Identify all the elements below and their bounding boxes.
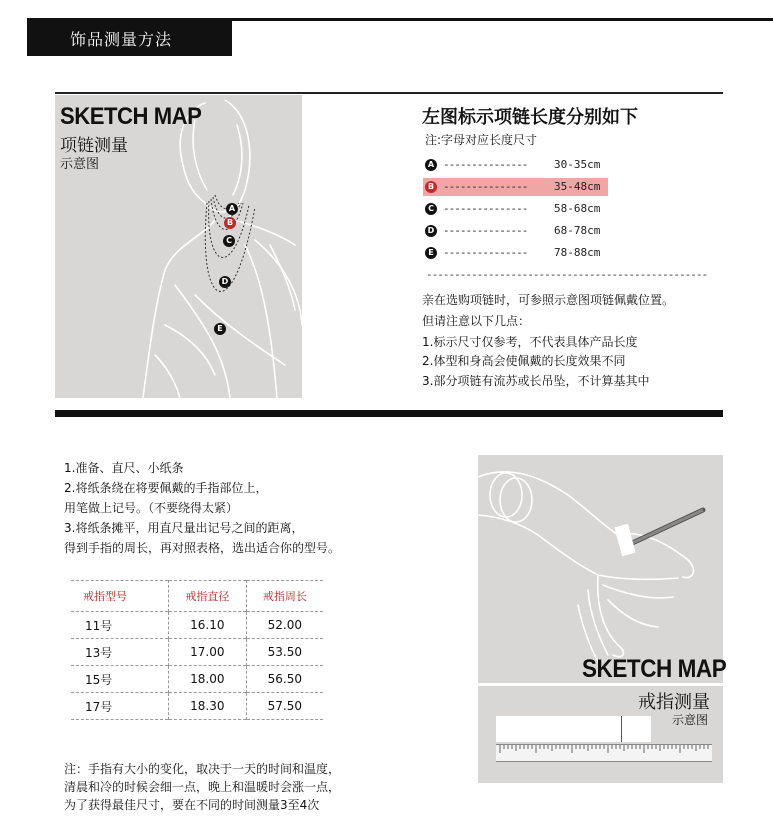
ruler bbox=[496, 744, 712, 762]
ring-measure-label: 戒指测量 bbox=[638, 692, 710, 713]
ring-size-cell: 13号 bbox=[85, 645, 113, 660]
ring-diagram-label: 示意图 bbox=[672, 713, 709, 727]
ring-note-2: 清晨和冷的时候会细一点，晚上和温暖时会涨一点， bbox=[64, 780, 341, 794]
ring-step-3: 3.将纸条摊平，用直尺量出记号之间的距离， bbox=[64, 521, 304, 535]
necklace-marker-d: D bbox=[219, 276, 231, 288]
necklace-marker-a: A bbox=[226, 203, 238, 215]
length-value: 30-35cm bbox=[554, 158, 601, 171]
necklace-marker-c: C bbox=[223, 235, 235, 247]
letter-d-badge: D bbox=[425, 225, 437, 237]
column-header-diameter: 戒指直径 bbox=[169, 581, 247, 612]
length-row-e bbox=[423, 244, 608, 262]
necklace-tip-1: 1.标示尺寸仅参考，不代表具体产品长度 bbox=[422, 335, 638, 349]
table-row bbox=[71, 666, 323, 693]
ring-size-cell: 11号 bbox=[85, 618, 113, 633]
necklace-marker-b: B bbox=[224, 217, 236, 229]
ring-diameter-cell: 16.10 bbox=[169, 612, 247, 639]
section-divider-bar bbox=[55, 410, 723, 417]
ring-sketch-panel bbox=[478, 455, 723, 683]
length-row-a bbox=[423, 156, 608, 174]
leader-dashes: --------------- bbox=[443, 202, 528, 215]
ring-size-cell: 15号 bbox=[85, 672, 113, 687]
hand-measuring-illustration bbox=[478, 455, 723, 683]
necklace-sketch-map-title: SKETCH MAP bbox=[60, 103, 202, 130]
necklace-measure-label: 项链测量 bbox=[60, 136, 128, 156]
ring-sketch-map-title: SKETCH MAP bbox=[582, 655, 727, 683]
paper-strip bbox=[496, 716, 651, 742]
ring-circumference-cell: 52.00 bbox=[246, 612, 323, 639]
ring-step-2: 2.将纸条绕在将要佩戴的手指部位上， bbox=[64, 481, 268, 495]
page-title: 饰品测量方法 bbox=[70, 30, 173, 49]
ring-size-cell: 17号 bbox=[85, 699, 113, 714]
ring-step-2-cont: 用笔做上记号。（不要绕得太紧） bbox=[64, 501, 239, 515]
ring-size-table bbox=[71, 580, 323, 720]
necklace-tip-attention: 但请注意以下几点： bbox=[422, 314, 531, 328]
ring-diameter-cell: 18.30 bbox=[169, 693, 247, 720]
ring-diameter-cell: 18.00 bbox=[169, 666, 247, 693]
strip-mark bbox=[621, 716, 622, 742]
letter-c-badge: C bbox=[425, 203, 437, 215]
necklace-sketch-panel bbox=[55, 95, 302, 398]
letter-a-badge: A bbox=[425, 159, 437, 171]
ruler-ticks bbox=[496, 745, 712, 761]
table-header-row bbox=[71, 581, 323, 612]
column-header-circumference: 戒指周长 bbox=[246, 581, 323, 612]
letter-e-badge: E bbox=[425, 247, 437, 259]
table-row bbox=[71, 612, 323, 639]
necklace-lengths-note: 注:字母对应长度尺寸 bbox=[425, 133, 538, 147]
length-value: 78-88cm bbox=[554, 246, 601, 259]
ring-diameter-cell: 17.00 bbox=[169, 639, 247, 666]
leader-dashes: --------------- bbox=[443, 246, 528, 259]
ring-circumference-cell: 56.50 bbox=[246, 666, 323, 693]
column-header-size: 戒指型号 bbox=[83, 590, 127, 603]
length-value: 68-78cm bbox=[554, 224, 601, 237]
ring-step-1: 1.准备、直尺、小纸条 bbox=[64, 461, 184, 475]
length-value: 35-48cm bbox=[554, 180, 601, 193]
leader-dashes: --------------- bbox=[443, 180, 528, 193]
ring-circumference-cell: 53.50 bbox=[246, 639, 323, 666]
ring-note-1: 注：手指有大小的变化，取决于一天的时间和温度， bbox=[64, 762, 341, 776]
length-row-b bbox=[423, 178, 608, 196]
dashed-divider: -------------------------------------------------- bbox=[426, 268, 708, 281]
necklace-tip-2: 2.体型和身高会使佩戴的长度效果不同 bbox=[422, 354, 626, 368]
necklace-tip-3: 3.部分项链有流苏或长吊坠，不计算基其中 bbox=[422, 374, 650, 388]
section-top-rule bbox=[55, 92, 723, 94]
ring-circumference-cell: 57.50 bbox=[246, 693, 323, 720]
length-row-c bbox=[423, 200, 608, 218]
letter-b-badge: B bbox=[425, 181, 437, 193]
necklace-lengths-heading: 左图标示项链长度分别如下 bbox=[422, 107, 638, 128]
length-row-d bbox=[423, 222, 608, 240]
ring-note-3: 为了获得最佳尺寸，要在不同的时间测量3至4次 bbox=[64, 798, 320, 812]
leader-dashes: --------------- bbox=[443, 158, 528, 171]
table-row bbox=[71, 639, 323, 666]
ring-step-3-cont: 得到手指的周长，再对照表格，选出适合你的型号。 bbox=[64, 541, 341, 555]
necklace-tip-intro: 亲在选购项链时，可参照示意图项链佩戴位置。 bbox=[422, 293, 675, 307]
length-value: 58-68cm bbox=[554, 202, 601, 215]
necklace-marker-e: E bbox=[214, 323, 226, 335]
necklace-diagram-label: 示意图 bbox=[60, 157, 100, 172]
table-row bbox=[71, 693, 323, 720]
leader-dashes: --------------- bbox=[443, 224, 528, 237]
